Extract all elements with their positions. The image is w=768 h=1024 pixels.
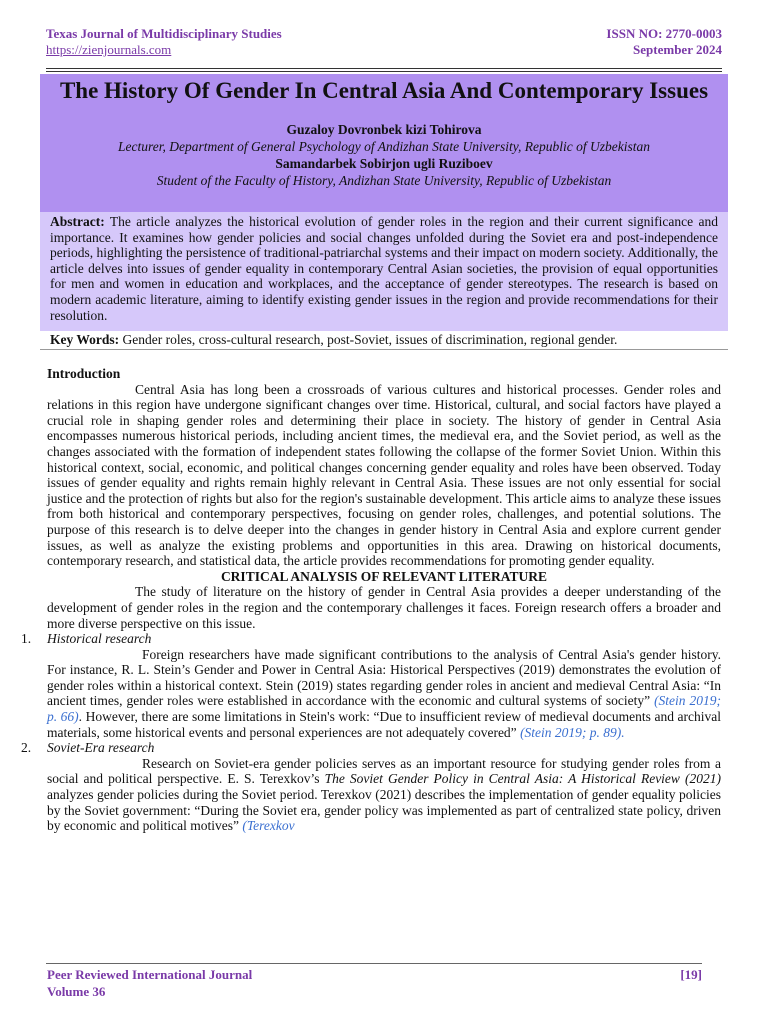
- keywords-label: Key Words:: [50, 332, 120, 347]
- footer-journal-type: Peer Reviewed International Journal: [47, 967, 253, 982]
- header-divider-2: [46, 71, 722, 72]
- keywords-block: [40, 331, 728, 350]
- abstract-block: [40, 212, 728, 342]
- list-number-1: 1.: [21, 631, 32, 647]
- historical-text-2: . However, there are some limitations in Stein's work: “Due to insufficient review of medieval documents and archival materials, some historical events and personal experiences are not adequately covered”: [47, 709, 721, 740]
- citation-link[interactable]: (Terexkov: [242, 818, 295, 834]
- abstract-text: The article analyzes the historical evolution of gender roles in the region and their current significance and importance. It examines how gender policies and social changes unfolded during the Soviet era and post-independence periods, highlighting the persistence of traditional-patriarchal systems and their impact on modern society. Additionally, the article delves into issues of gender equality in contemporary Central Asian societies, the provision of equal opportunities for men and women in education and workplaces, and the acceptance of gender stereotypes. The research is based on modern academic literature, aiming to identify existing gender issues in the region and provide recommendations for their resolution.: [50, 214, 718, 323]
- list-number-2: 2.: [21, 740, 32, 756]
- abstract-label: Abstract:: [50, 214, 105, 229]
- issue-info: [606, 26, 722, 58]
- intro-heading: Introduction: [47, 366, 121, 381]
- soviet-paragraph: [47, 756, 721, 834]
- title-block: [40, 74, 728, 212]
- citation-link[interactable]: (Stein 2019; p. 66): [47, 693, 721, 725]
- header-divider: [46, 68, 722, 69]
- paper-title: The History Of Gender In Central Asia And Contemporary Issues: [59, 78, 709, 103]
- author-name-1: Guzaloy Dovronbek kizi Tohirova: [286, 122, 482, 137]
- issn: ISSN NO: 2770-0003: [606, 26, 722, 41]
- footer-divider: [46, 963, 702, 964]
- author-affiliation-2: Student of the Faculty of History, Andizhan State University, Republic of Uzbekistan: [156, 173, 612, 188]
- page-number: [19]: [680, 967, 702, 982]
- intro-paragraph: Central Asia has long been a crossroads of various cultures and historical processes. Gender roles and relations in this region have undergone significant changes over time. Historical, cultural, and social factors have played a crucial role in shaping gender roles and determining their place in society. The history of gender in Central Asia encompasses numerous historical periods, including ancient times, the medieval era, and the Soviet period, as well as the changes associated with the formation of independent states following the collapse of the former Soviet Union. Within this historical context, social, economic, and political changes concerning gender equality and roles have been observed. Today issues of gender equality and rights remain highly relevant in Central Asia. These issues are not only essential for social justice and the protection of rights but also for the region's sustainable development. This article aims to analyze these issues from both historical and contemporary perspectives, focusing on gender roles, challenges, and potential solutions. The purpose of this research is to delve deeper into the changes in gender history in Central Asia and explore current gender issues, as well as analyze the existing problems and opportunities in this area. Drawing on historical documents, contemporary research, and statistical data, the article provides recommendations for promoting gender equality.: [47, 381, 721, 569]
- issue-date: September 2024: [633, 42, 722, 57]
- journal-header: [46, 26, 282, 58]
- article-body: [21, 366, 721, 834]
- book-title: The Soviet Gender Policy in Central Asia: A Historical Review (2021): [324, 771, 721, 787]
- historical-paragraph: [47, 647, 721, 741]
- keywords-text: Gender roles, cross-cultural research, post-Soviet, issues of discrimination, regional gender.: [122, 332, 618, 347]
- author-name-2: Samandarbek Sobirjon ugli Ruziboev: [275, 156, 493, 171]
- list-title-2: Soviet-Era research: [47, 740, 155, 756]
- footer-info: [47, 966, 252, 1000]
- journal-url-link[interactable]: https://zienjournals.com: [46, 42, 172, 57]
- soviet-text-2: analyzes gender policies during the Soviet period. Terexkov (2021) describes the implementation of gender equality policies by the Soviet government: “During the Soviet era, gender policy was implemented as part of centralized state policy, driven by economic and political motives”: [47, 787, 721, 834]
- literature-heading: CRITICAL ANALYSIS OF RELEVANT LITERATURE: [220, 568, 548, 584]
- footer-volume: Volume 36: [47, 984, 106, 999]
- soviet-text-1: Research on Soviet-era gender policies serves as an important resource for studying gender roles from a social and political perspective. E. S. Terexkov’s: [47, 755, 721, 787]
- journal-name: Texas Journal of Multidisciplinary Studies: [46, 26, 282, 41]
- list-item: [21, 631, 721, 647]
- list-item: [21, 740, 721, 756]
- historical-text-1: Foreign researchers have made significant contributions to the analysis of Central Asia's gender history. For instance, R. L. Stein’s Gender and Power in Central Asia: Historical Perspectives (2019) demonstrates the evolution of gender roles within a historical context. Stein (2019) states regarding gender roles in ancient and medieval Central Asia: “In ancient times, gender roles were established in accordance with the economic and cultural systems of society”: [47, 646, 721, 709]
- author-affiliation-1: Lecturer, Department of General Psychology of Andizhan State University, Republic of Uzbekistan: [117, 139, 651, 154]
- citation-link[interactable]: (Stein 2019; p. 89).: [520, 724, 625, 740]
- literature-paragraph: The study of literature on the history of gender in Central Asia provides a deeper understanding of the development of gender roles in the region and the contemporary challenges it faces. Foreign research offers a broader and more diverse perspective on this issue.: [47, 584, 721, 631]
- list-title-1: Historical research: [47, 631, 152, 647]
